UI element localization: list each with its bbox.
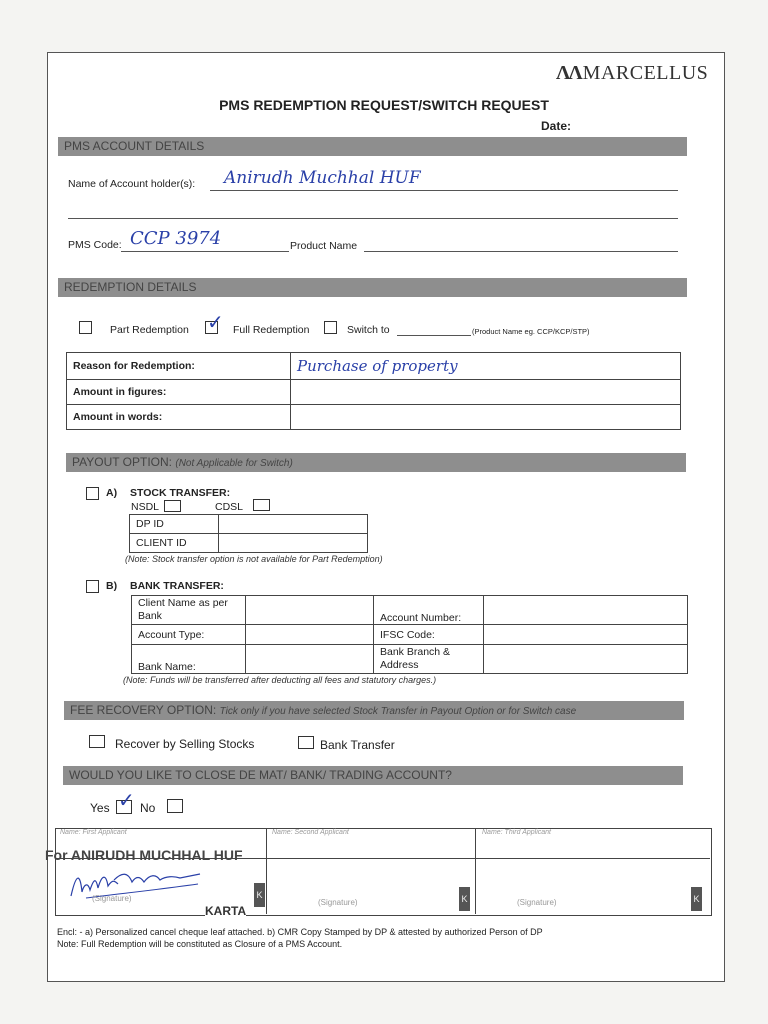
nsdl-label: NSDL	[131, 501, 160, 513]
cdsl-checkbox[interactable]	[253, 499, 270, 511]
no-label: No	[140, 801, 156, 815]
fee-bank-transfer-checkbox[interactable]	[298, 736, 314, 749]
payout-note: (Not Applicable for Switch)	[175, 458, 293, 469]
bank-transfer-table	[131, 595, 688, 674]
amount-words-label: Amount in words:	[67, 405, 291, 430]
switch-product-line[interactable]	[397, 335, 471, 336]
switch-hint: (Product Name eg. CCP/KCP/STP)	[472, 327, 590, 336]
pms-code-line	[121, 251, 289, 252]
stock-transfer-note: (Note: Stock transfer option is not available for Part Redemption)	[125, 554, 383, 564]
third-applicant-name[interactable]: Name: Third Applicant	[482, 829, 551, 836]
fee-note: Tick only if you have selected Stock Transfer in Payout Option or for Switch case	[219, 706, 577, 717]
date-label: Date:	[541, 119, 572, 133]
enclosures-note: Encl: - a) Personalized cancel cheque leaf attached. b) CMR Copy Stamped by DP & attested by authorized Person of DP	[57, 927, 543, 937]
reason-label: Reason for Redemption:	[67, 353, 291, 380]
ifsc-label: IFSC Code:	[374, 625, 484, 645]
bank-name-cell[interactable]	[246, 645, 374, 674]
pms-code-value[interactable]: CCP 3974	[130, 228, 222, 249]
account-number-label: Account Number:	[374, 596, 484, 625]
holder-line-2	[68, 218, 678, 219]
full-redemption-check-icon: ✓	[207, 312, 224, 334]
product-name-line[interactable]	[364, 251, 678, 252]
k-mark-2: K	[459, 887, 470, 911]
account-type-cell[interactable]	[246, 625, 374, 645]
no-checkbox[interactable]	[167, 799, 183, 813]
dp-id-label: DP ID	[130, 515, 219, 534]
account-type-label: Account Type:	[132, 625, 246, 645]
switch-checkbox[interactable]	[324, 321, 337, 334]
recover-selling-checkbox[interactable]	[89, 735, 105, 748]
client-name-cell[interactable]	[246, 596, 374, 625]
part-redemption-checkbox[interactable]	[79, 321, 92, 334]
yes-check-icon: ✓	[118, 790, 135, 812]
k-mark-1: K	[254, 883, 265, 907]
product-name-label: Product Name	[290, 240, 358, 252]
fee-bank-transfer-label: Bank Transfer	[320, 738, 395, 752]
marcellus-logo	[556, 62, 708, 85]
part-redemption-label: Part Redemption	[110, 324, 189, 336]
client-id-cell[interactable]	[219, 534, 368, 553]
bank-transfer-note: (Note: Funds will be transferred after deducting all fees and statutory charges.)	[123, 675, 437, 685]
account-number-cell[interactable]	[484, 596, 688, 625]
dp-id-cell[interactable]	[219, 515, 368, 534]
holder-line	[210, 190, 678, 191]
section-payout-option	[66, 453, 686, 472]
bank-name-label: Bank Name:	[132, 645, 246, 674]
first-signature-label: (Signature)	[92, 894, 132, 903]
logo-text: MARCELLUS	[582, 62, 709, 84]
form-title: PMS REDEMPTION REQUEST/SWITCH REQUEST	[219, 97, 549, 113]
holder-value[interactable]: Anirudh Muchhal HUF	[224, 168, 421, 188]
stock-transfer-marker: A)	[106, 487, 118, 499]
closure-note: Note: Full Redemption will be constituted as Closure of a PMS Account.	[57, 939, 343, 949]
section-fee-recovery	[64, 701, 684, 720]
recover-selling-label: Recover by Selling Stocks	[115, 737, 255, 751]
ifsc-cell[interactable]	[484, 625, 688, 645]
amount-figures-label: Amount in figures:	[67, 380, 291, 405]
second-applicant-name[interactable]: Name: Second Applicant	[272, 829, 349, 836]
bank-transfer-checkbox[interactable]	[86, 580, 99, 593]
redemption-table	[66, 352, 681, 430]
stock-transfer-checkbox[interactable]	[86, 487, 99, 500]
cdsl-label: CDSL	[215, 501, 244, 513]
fee-title: FEE RECOVERY OPTION:	[70, 703, 217, 717]
client-name-label: Client Name as per Bank	[132, 596, 246, 625]
section-redemption-details: REDEMPTION DETAILS	[58, 278, 687, 297]
second-signature-label: (Signature)	[318, 898, 358, 907]
reason-cell[interactable]	[291, 353, 681, 380]
bank-transfer-label: BANK TRANSFER:	[130, 580, 224, 592]
third-signature-label: (Signature)	[517, 898, 557, 907]
section-account-details: PMS ACCOUNT DETAILS	[58, 137, 687, 156]
payout-title: PAYOUT OPTION:	[72, 455, 173, 469]
section-close-accounts: WOULD YOU LIKE TO CLOSE DE MAT/ BANK/ TRADING ACCOUNT?	[63, 766, 683, 785]
signature-divider-1	[266, 828, 267, 914]
k-mark-3: K	[691, 887, 702, 911]
holder-label: Name of Account holder(s):	[68, 178, 196, 190]
branch-label: Bank Branch & Address	[374, 645, 484, 674]
amount-words-cell[interactable]	[291, 405, 681, 430]
stamp-name: For ANIRUDH MUCHHAL HUF	[45, 847, 243, 863]
signature-divider-2	[475, 828, 476, 914]
branch-cell[interactable]	[484, 645, 688, 674]
amount-figures-cell[interactable]	[291, 380, 681, 405]
stock-transfer-table	[129, 514, 368, 553]
first-applicant-name[interactable]: Name: First Applicant	[60, 829, 127, 836]
pms-code-label: PMS Code:	[68, 239, 122, 251]
logo-mark-icon: ΛΛ	[556, 62, 581, 84]
full-redemption-label: Full Redemption	[233, 324, 310, 336]
stamp-role: KARTA	[205, 904, 247, 918]
reason-value: Purchase of property	[297, 357, 458, 375]
bank-transfer-marker: B)	[106, 580, 118, 592]
nsdl-checkbox[interactable]	[164, 500, 181, 512]
yes-label: Yes	[90, 801, 110, 815]
client-id-label: CLIENT ID	[130, 534, 219, 553]
stock-transfer-label: STOCK TRANSFER:	[130, 487, 231, 499]
switch-label: Switch to	[347, 324, 390, 336]
handwritten-signature-icon	[66, 864, 206, 904]
